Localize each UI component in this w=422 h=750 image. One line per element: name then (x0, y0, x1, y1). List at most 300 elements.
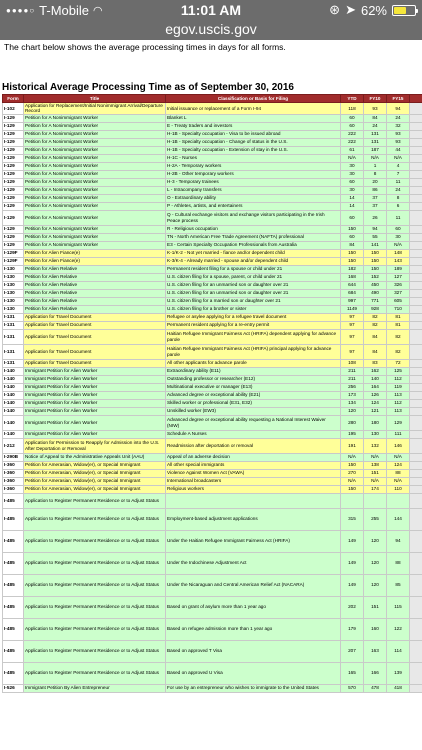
title-cell: Application to Register Permanent Residence or to Adjust Status (24, 596, 166, 618)
form-cell[interactable]: I-131 (3, 329, 24, 344)
fy10-cell: 84 (364, 114, 387, 122)
status-bar (0, 0, 422, 20)
fy15-cell: 113 (387, 407, 410, 415)
classification-cell: Readmission after deportation or removal (166, 438, 341, 453)
title-cell: Immigrant Petition for Alien Worker (24, 367, 166, 375)
fy10-cell: 141 (364, 241, 387, 249)
form-cell[interactable]: I-129 (3, 241, 24, 249)
extra-cell (410, 391, 422, 399)
ytd-cell: 150 (341, 485, 364, 493)
form-cell[interactable]: I-140 (3, 383, 24, 391)
title-cell: Petition for A Nonimmigrant Worker (24, 210, 166, 225)
title-cell: Application to Register Permanent Residence or to Adjust Status (24, 493, 166, 508)
form-cell[interactable]: I-131 (3, 313, 24, 321)
title-cell: Application to Register Permanent Residence or to Adjust Status (24, 530, 166, 552)
fy15-cell: 81 (387, 313, 410, 321)
fy10-cell: 94 (364, 225, 387, 233)
form-cell[interactable]: I-140 (3, 399, 24, 407)
fy15-cell: N/A (387, 154, 410, 162)
extra-cell (410, 313, 422, 321)
fy10-cell: 163 (364, 640, 387, 662)
classification-cell: K-3/K-4 - Already married - spouse and/or dependent child (166, 257, 341, 265)
extra-cell (410, 194, 422, 202)
ytd-cell: 222 (341, 130, 364, 138)
title-cell: Petition for Alien Relative (24, 265, 166, 273)
form-cell[interactable]: I-140 (3, 391, 24, 399)
form-cell[interactable]: I-212 (3, 438, 24, 453)
form-cell[interactable]: I-131 (3, 359, 24, 367)
classification-cell: Schedule A Nurses (166, 430, 341, 438)
classification-cell: L - Intracompany transfers (166, 186, 341, 194)
table-row (3, 574, 422, 596)
ytd-cell: 149 (341, 530, 364, 552)
title-cell: Petition for A Nonimmigrant Worker (24, 138, 166, 146)
fy15-cell: N/A (387, 477, 410, 485)
classification-cell: Based on refugee admission more than 1 year ago (166, 618, 341, 640)
classification-cell: Initial issuance or replacement of a Form I-94 (166, 103, 341, 115)
form-cell[interactable]: I-129 (3, 210, 24, 225)
ios-top-chrome (0, 0, 422, 40)
fy15-cell: 111 (387, 430, 410, 438)
form-cell[interactable]: I-129 (3, 170, 24, 178)
fy10-cell: 121 (364, 407, 387, 415)
form-cell[interactable]: I-360 (3, 477, 24, 485)
extra-cell (410, 162, 422, 170)
classification-cell: Unskilled worker (EW3) (166, 407, 341, 415)
form-cell[interactable]: I-129 (3, 162, 24, 170)
extra-cell (410, 574, 422, 596)
form-cell[interactable]: I-129 (3, 138, 24, 146)
classification-cell: K-1/K-2 - Not yet married - fiance and/or dependent child (166, 249, 341, 257)
extra-cell (410, 305, 422, 313)
extra-cell (410, 383, 422, 391)
form-cell[interactable]: I-130 (3, 289, 24, 297)
classification-cell: Under the Nicaraguan and Central American Relief Act (NACARA) (166, 574, 341, 596)
extra-cell (410, 596, 422, 618)
extra-cell (410, 530, 422, 552)
classification-cell: Advanced degree or exceptional ability (E21) (166, 391, 341, 399)
table-row (3, 407, 422, 415)
fy15-cell: 60 (387, 225, 410, 233)
fy10-cell: N/A (364, 477, 387, 485)
title-cell: Application for Travel Document (24, 329, 166, 344)
form-cell[interactable]: I-129 (3, 122, 24, 130)
table-row (3, 225, 422, 233)
form-cell[interactable]: I-485 (3, 640, 24, 662)
fy10-cell: 771 (364, 297, 387, 305)
fy15-cell: 143 (387, 257, 410, 265)
ytd-cell: 30 (341, 170, 364, 178)
title-cell: Petition for A Nonimmigrant Worker (24, 154, 166, 162)
form-cell[interactable]: I-130 (3, 281, 24, 289)
table-row (3, 194, 422, 202)
classification-cell: Multinational executive or manager (E13) (166, 383, 341, 391)
ytd-cell: 60 (341, 114, 364, 122)
form-cell[interactable]: I-131 (3, 344, 24, 359)
table-row (3, 130, 422, 138)
ytd-cell: 211 (341, 375, 364, 383)
form-cell[interactable]: I-485 (3, 596, 24, 618)
fy15-cell: 30 (387, 233, 410, 241)
fy10-cell: 120 (364, 530, 387, 552)
fy10-cell: 160 (364, 618, 387, 640)
fy10-cell: 150 (364, 257, 387, 265)
ytd-cell: 570 (341, 684, 364, 692)
extra-cell (410, 130, 422, 138)
extra-cell (410, 273, 422, 281)
fy15-cell: 129 (387, 415, 410, 430)
extra-cell (410, 154, 422, 162)
ytd-cell: N/A (341, 477, 364, 485)
extra-cell (410, 508, 422, 530)
extra-cell (410, 407, 422, 415)
form-cell[interactable]: I-485 (3, 618, 24, 640)
title-cell: Petition for Alien Relative (24, 305, 166, 313)
form-cell[interactable]: I-526 (3, 684, 24, 692)
classification-cell: Permanent resident applying for a re-entry permit (166, 321, 341, 329)
title-cell: Application for Travel Document (24, 359, 166, 367)
table-row (3, 186, 422, 194)
title-cell: Application for Replacement/Initial Nonimmigrant Arrival/Departure Record (24, 103, 166, 115)
title-cell: Application for Travel Document (24, 321, 166, 329)
fy10-cell: 131 (364, 138, 387, 146)
ytd-cell: 60 (341, 233, 364, 241)
fy15-cell: 139 (387, 662, 410, 684)
extra-cell (410, 493, 422, 508)
fy10-cell: 174 (364, 485, 387, 493)
form-cell[interactable]: I-129 (3, 194, 24, 202)
fy15-cell: 85 (387, 574, 410, 596)
form-cell[interactable]: I-360 (3, 485, 24, 493)
processing-times-table-wrapper (2, 94, 422, 693)
fy15-cell: 114 (387, 640, 410, 662)
form-cell[interactable]: I-129 (3, 178, 24, 186)
classification-cell: All other applicants for advance parole (166, 359, 341, 367)
extra-cell (410, 114, 422, 122)
fy15-cell: 72 (387, 359, 410, 367)
ytd-cell: 1149 (341, 305, 364, 313)
classification-cell: Blanket L (166, 114, 341, 122)
fy10-cell: 152 (364, 273, 387, 281)
ytd-cell: 256 (341, 383, 364, 391)
form-cell[interactable]: I-129 (3, 146, 24, 154)
form-cell[interactable]: I-485 (3, 552, 24, 574)
classification-cell: H-1C - Nurses (166, 154, 341, 162)
classification-cell: Appeal of an adverse decision (166, 453, 341, 461)
form-cell[interactable]: I-129 (3, 225, 24, 233)
fy15-cell: 44 (387, 146, 410, 154)
extra-cell (410, 453, 422, 461)
fy15-cell (387, 493, 410, 508)
table-row (3, 359, 422, 367)
fy15-cell: 7 (387, 170, 410, 178)
form-cell[interactable]: I-485 (3, 662, 24, 684)
fy10-cell: 120 (364, 574, 387, 596)
fy15-cell: 327 (387, 289, 410, 297)
table-row (3, 477, 422, 485)
title-cell: Petition for A Nonimmigrant Worker (24, 170, 166, 178)
carrier-label: T-Mobile (39, 2, 90, 18)
title-cell: Immigrant Petition for Alien Worker (24, 407, 166, 415)
fy15-cell: 113 (387, 391, 410, 399)
form-cell[interactable]: I-140 (3, 415, 24, 430)
form-cell[interactable]: I-131 (3, 321, 24, 329)
header-form: Form (3, 95, 24, 103)
extra-cell (410, 399, 422, 407)
form-cell[interactable]: I-129F (3, 257, 24, 265)
table-row (3, 241, 422, 249)
form-cell[interactable]: I-360 (3, 469, 24, 477)
fy15-cell: 189 (387, 265, 410, 273)
title-cell: Petition for A Nonimmigrant Worker (24, 194, 166, 202)
title-cell: Immigrant Petition for Alien Worker (24, 399, 166, 407)
form-cell[interactable]: I-140 (3, 367, 24, 375)
form-cell[interactable]: I-129 (3, 114, 24, 122)
table-row (3, 367, 422, 375)
classification-cell (166, 493, 341, 508)
fy10-cell: 26 (364, 210, 387, 225)
classification-cell: Haitian Refugee Immigrant Fairness Act (HRIFA) principal applying for advance parole (166, 344, 341, 359)
title-cell: Petition for Alien Fiance(e) (24, 257, 166, 265)
extra-cell (410, 359, 422, 367)
fy10-cell: 180 (364, 415, 387, 430)
title-cell: Notice of Appeal to the Administrative Appeals Unit (AAU) (24, 453, 166, 461)
extra-cell (410, 321, 422, 329)
fy10-cell: N/A (364, 453, 387, 461)
table-row (3, 170, 422, 178)
fy10-cell: 478 (364, 684, 387, 692)
ytd-cell: 222 (341, 138, 364, 146)
ytd-cell: 30 (341, 186, 364, 194)
table-body (3, 103, 422, 693)
form-cell[interactable]: I-130 (3, 297, 24, 305)
fy10-cell: 82 (364, 321, 387, 329)
form-cell[interactable]: I-102 (3, 103, 24, 115)
classification-cell: H-3 - Temporary trainees (166, 178, 341, 186)
extra-cell (410, 103, 422, 115)
classification-cell: All other special immigrants (166, 461, 341, 469)
fy15-cell: 24 (387, 114, 410, 122)
title-cell: Immigrant Petition for Alien Worker (24, 383, 166, 391)
classification-cell: Haitian Refugee Immigrant Fairness Act (HRIFA) dependent applying for advance parole (166, 329, 341, 344)
extra-cell (410, 662, 422, 684)
ytd-cell: 149 (341, 574, 364, 596)
table-row (3, 305, 422, 313)
title-cell: Petition for Alien Relative (24, 297, 166, 305)
fy10-cell: 132 (364, 438, 387, 453)
table-row (3, 552, 422, 574)
title-cell: Application to Register Permanent Residence or to Adjust Status (24, 662, 166, 684)
form-cell[interactable]: I-485 (3, 574, 24, 596)
fy15-cell: 11 (387, 178, 410, 186)
table-row (3, 640, 422, 662)
fy10-cell: 166 (364, 662, 387, 684)
form-cell[interactable]: I-485 (3, 493, 24, 508)
fy10-cell: 450 (364, 281, 387, 289)
table-row (3, 530, 422, 552)
intro-text: The chart below shows the average processing times in days for all forms. (4, 42, 286, 52)
fy10-cell: 130 (364, 430, 387, 438)
classification-cell: For use by an entrepreneur who wishes to immigrate to the United States (166, 684, 341, 692)
table-row (3, 103, 422, 115)
table-row (3, 344, 422, 359)
table-row (3, 289, 422, 297)
fy15-cell: 94 (387, 530, 410, 552)
title-cell: Application to Register Permanent Residence or to Adjust Status (24, 618, 166, 640)
table-row (3, 178, 422, 186)
form-cell[interactable]: I-130 (3, 305, 24, 313)
form-cell[interactable]: I-485 (3, 508, 24, 530)
fy15-cell: 125 (387, 367, 410, 375)
fy15-cell: 88 (387, 552, 410, 574)
fy10-cell: 151 (364, 469, 387, 477)
form-cell[interactable]: I-129 (3, 233, 24, 241)
classification-cell: U.S. citizen filing for an unmarried son or daughter over 21 (166, 289, 341, 297)
classification-cell: Based on grant of asylum more than 1 year ago (166, 596, 341, 618)
form-cell[interactable]: I-130 (3, 273, 24, 281)
extra-cell (410, 415, 422, 430)
title-cell: Petition for A Nonimmigrant Worker (24, 233, 166, 241)
title-cell: Application for Travel Document (24, 344, 166, 359)
title-cell: Application for Permission to Reapply for Admission into the U.S. After Deportation or Removal (24, 438, 166, 453)
ytd-cell: 60 (341, 122, 364, 130)
classification-cell: U.S. citizen filing for an unmarried son or daughter over 21 (166, 281, 341, 289)
extra-cell (410, 265, 422, 273)
fy10-cell: 131 (364, 130, 387, 138)
classification-cell: International broadcasters (166, 477, 341, 485)
fy15-cell: 11 (387, 210, 410, 225)
fy10-cell: 84 (364, 329, 387, 344)
table-row (3, 202, 422, 210)
ytd-cell: 118 (341, 103, 364, 115)
fy10-cell: 124 (364, 399, 387, 407)
fy10-cell: 120 (364, 552, 387, 574)
ytd-cell: 684 (341, 289, 364, 297)
classification-cell: Extraordinary ability (E11) (166, 367, 341, 375)
ytd-cell: 61 (341, 146, 364, 154)
classification-cell: H-2A - Temporary workers (166, 162, 341, 170)
fy10-cell: 24 (364, 122, 387, 130)
ytd-cell: 315 (341, 508, 364, 530)
table-row (3, 154, 422, 162)
form-cell[interactable]: I-130 (3, 265, 24, 273)
classification-cell: E3 - Certain Specialty Occupation Professionals from Australia (166, 241, 341, 249)
ytd-cell: 150 (341, 249, 364, 257)
fy10-cell: 82 (364, 313, 387, 321)
battery-icon (392, 5, 416, 16)
table-header-row (3, 95, 422, 103)
extra-cell (410, 289, 422, 297)
processing-times-table (2, 94, 422, 693)
fy15-cell: 93 (387, 130, 410, 138)
extra-cell (410, 297, 422, 305)
classification-cell: Based on approved T Visa (166, 640, 341, 662)
table-row (3, 281, 422, 289)
location-arrow-icon: ➤ (345, 2, 356, 17)
form-cell[interactable]: I-129 (3, 154, 24, 162)
title-cell: Petition for A Nonimmigrant Worker (24, 186, 166, 194)
table-row (3, 485, 422, 493)
ytd-cell: 108 (341, 359, 364, 367)
fy15-cell: 124 (387, 461, 410, 469)
table-row (3, 122, 422, 130)
title-cell: Application to Register Permanent Residence or to Adjust Status (24, 640, 166, 662)
form-cell[interactable]: I-140 (3, 430, 24, 438)
classification-cell: Based on approved U Visa (166, 662, 341, 684)
table-row (3, 596, 422, 618)
fy10-cell: 150 (364, 249, 387, 257)
title-cell: Application to Register Permanent Residence or to Adjust Status (24, 552, 166, 574)
title-cell: Petition for A Nonimmigrant Worker (24, 202, 166, 210)
classification-cell: U.S. citizen filing for a brother or sister (166, 305, 341, 313)
ytd-cell: 150 (341, 257, 364, 265)
fy15-cell: 112 (387, 375, 410, 383)
fy15-cell: 82 (387, 344, 410, 359)
form-cell[interactable]: I-129 (3, 130, 24, 138)
classification-cell: H-2B - Other temporary workers (166, 170, 341, 178)
ytd-cell: 150 (341, 461, 364, 469)
header-fy10: FY10 (364, 95, 387, 103)
table-row (3, 662, 422, 684)
form-cell[interactable]: I-290B (3, 453, 24, 461)
form-cell[interactable]: I-129 (3, 186, 24, 194)
title-cell: Petition for Alien Relative (24, 281, 166, 289)
classification-cell: R - Religious occupation (166, 225, 341, 233)
form-cell[interactable]: I-360 (3, 461, 24, 469)
extra-cell (410, 210, 422, 225)
extra-cell (410, 178, 422, 186)
ytd-cell: 195 (341, 430, 364, 438)
extra-cell (410, 461, 422, 469)
header-ytd: YTD (341, 95, 364, 103)
wifi-icon: ◠ (93, 4, 103, 17)
classification-cell: Outstanding professor or researcher (E12) (166, 375, 341, 383)
title-cell: Petition for A Nonimmigrant Worker (24, 146, 166, 154)
classification-cell: E - Treaty traders and investors (166, 122, 341, 130)
title-cell: Application to Register Permanent Residence or to Adjust Status (24, 574, 166, 596)
table-row (3, 391, 422, 399)
table-row (3, 383, 422, 391)
form-cell[interactable]: I-129F (3, 249, 24, 257)
header-fy15: FY15 (387, 95, 410, 103)
ytd-cell: 182 (341, 265, 364, 273)
fy10-cell: N/A (364, 154, 387, 162)
ytd-cell: 14 (341, 194, 364, 202)
table-row (3, 138, 422, 146)
ytd-cell: 280 (341, 415, 364, 430)
ytd-cell (341, 493, 364, 508)
ytd-cell: 191 (341, 438, 364, 453)
fy15-cell: 144 (387, 508, 410, 530)
title-cell: Immigrant Petition for Alien Worker (24, 391, 166, 399)
form-cell[interactable]: I-485 (3, 530, 24, 552)
table-row (3, 114, 422, 122)
fy15-cell: 326 (387, 281, 410, 289)
form-cell[interactable]: I-129 (3, 202, 24, 210)
classification-cell: Under the Haitian Refugee Immigrant Fairness Act (HRIFA) (166, 530, 341, 552)
address-bar[interactable]: egov.uscis.gov (165, 21, 257, 37)
fy15-cell: 32 (387, 122, 410, 130)
ytd-cell: 97 (341, 329, 364, 344)
extra-cell (410, 430, 422, 438)
extra-cell (410, 202, 422, 210)
fy10-cell: 93 (364, 103, 387, 115)
ytd-cell: 97 (341, 321, 364, 329)
fy10-cell: 126 (364, 391, 387, 399)
form-cell[interactable]: I-140 (3, 375, 24, 383)
form-cell[interactable]: I-140 (3, 407, 24, 415)
fy10-cell: 84 (364, 344, 387, 359)
